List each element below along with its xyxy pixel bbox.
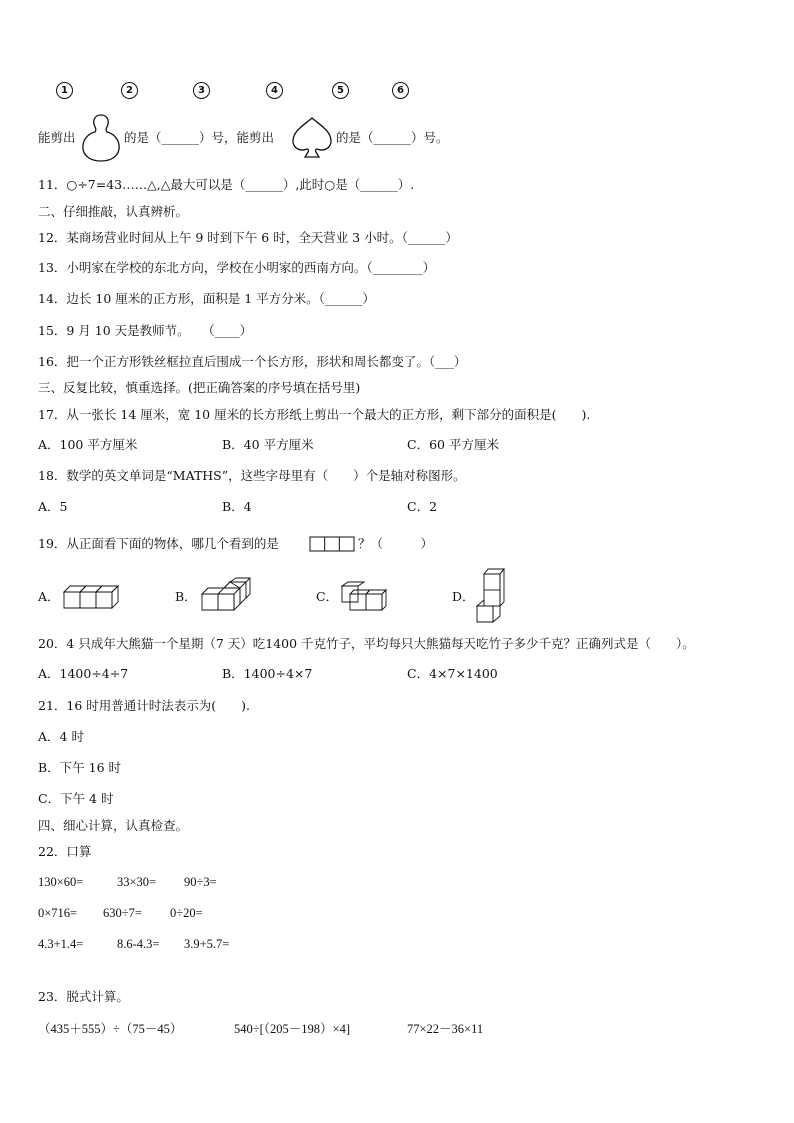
circled-number-5: 5 <box>332 82 349 99</box>
question-17-option-b: B．40 平方厘米 <box>222 437 314 452</box>
question-18-stem: 18．数学的英文单词是“MATHS”，这些字母里有（ ）个是轴对称图形。 <box>38 468 466 483</box>
question-21-option-b: B．下午 16 时 <box>38 760 122 775</box>
spade-shape-icon <box>290 115 334 161</box>
question-12: 12．某商场营业时间从上午 9 时到下午 6 时，全天营业 3 小时。（______） <box>38 230 458 245</box>
question-18-option-c: C．2 <box>407 499 438 514</box>
step-calc-item: 77×22－36×11 <box>407 1022 484 1036</box>
oral-calc-item: 0×716= <box>38 906 78 920</box>
question-18-option-b: B．4 <box>222 499 252 514</box>
question-13: 13．小明家在学校的东北方向，学校在小明家的西南方向。（________） <box>38 260 436 275</box>
oral-calc-item: 8.6-4.3= <box>117 937 160 951</box>
question-20-stem: 20．4 只成年大熊猫一个星期（7 天）吃1400 千克竹子，平均每只大熊猫每天吃竹子多少千克？正确列式是（ ）。 <box>38 636 695 651</box>
question-17-option-c: C．60 平方厘米 <box>407 437 499 452</box>
circled-number-row <box>0 82 794 102</box>
question-16: 16．把一个正方形铁丝框拉直后围成一个长方形，形状和周长都变了。（___） <box>38 354 467 369</box>
cut-line-part1: 能剪出 <box>38 130 76 145</box>
question-20-option-c: C．4×7×1400 <box>407 666 498 681</box>
question-21-stem: 21．16 时用普通计时法表示为( ). <box>38 698 251 713</box>
circled-number-3: 3 <box>193 82 210 99</box>
oral-calc-item: 630÷7= <box>103 906 142 920</box>
oral-calc-item: 33×30= <box>117 875 157 889</box>
circled-number-4: 4 <box>266 82 283 99</box>
step-calc-item: （435＋555）÷（75－45） <box>38 1022 183 1036</box>
question-21-option-c: C．下午 4 时 <box>38 791 114 806</box>
question-19-option-d: D． <box>452 589 475 604</box>
question-14: 14．边长 10 厘米的正方形，面积是 1 平方分米。（______） <box>38 291 375 306</box>
question-23-title: 23．脱式计算。 <box>38 989 129 1004</box>
option-b-cubes-icon <box>200 576 252 612</box>
gourd-shape-icon <box>80 113 122 163</box>
question-19-stem-after: ？（ ） <box>358 536 434 551</box>
question-19-stem-before: 19．从正面看下面的物体，哪几个看到的是 <box>38 536 279 551</box>
question-17-option-a: A．100 平方厘米 <box>38 437 138 452</box>
question-17-stem: 17．从一张长 14 厘米，宽 10 厘米的长方形纸上剪出一个最大的正方形，剩下部分的面积是( ). <box>38 407 591 422</box>
cut-line-part2: 的是（______）号，能剪出 <box>124 130 275 145</box>
circled-number-1: 1 <box>56 82 73 99</box>
question-19-option-b: B． <box>175 589 197 604</box>
question-22-title: 22．口算 <box>38 844 92 859</box>
question-21-option-a: A．4 时 <box>38 729 84 744</box>
option-c-cubes-icon <box>340 580 392 612</box>
circled-number-6: 6 <box>392 82 409 99</box>
question-20-option-a: A．1400÷4÷7 <box>38 666 129 681</box>
question-19-option-c: C． <box>316 589 339 604</box>
oral-calc-item: 0÷20= <box>170 906 203 920</box>
oral-calc-item: 130×60= <box>38 875 84 889</box>
section-2-heading: 二、仔细推敲，认真辨析。 <box>38 204 189 219</box>
circled-number-2: 2 <box>121 82 138 99</box>
question-11: 11．○÷7=43……△,△最大可以是（______）,此时○是（______）. <box>38 177 415 192</box>
oral-calc-item: 4.3+1.4= <box>38 937 84 951</box>
oral-calc-item: 90÷3= <box>184 875 217 889</box>
question-15: 15．9 月 10 天是教师节。 （____） <box>38 323 253 338</box>
three-square-front-view-icon <box>309 536 355 552</box>
oral-calc-item: 3.9+5.7= <box>184 937 230 951</box>
question-18-option-a: A．5 <box>38 499 68 514</box>
step-calc-item: 540÷[（205－198）×4] <box>234 1022 350 1036</box>
section-4-heading: 四、细心计算，认真检查。 <box>38 818 189 833</box>
option-d-cubes-icon <box>474 566 506 624</box>
section-3-heading: 三、反复比较，慎重选择。(把正确答案的序号填在括号里) <box>38 380 361 395</box>
question-20-option-b: B．1400÷4×7 <box>222 666 313 681</box>
question-19-option-a: A． <box>38 589 60 604</box>
option-a-cubes-icon <box>62 582 120 610</box>
cut-line-part3: 的是（______）号。 <box>336 130 449 145</box>
